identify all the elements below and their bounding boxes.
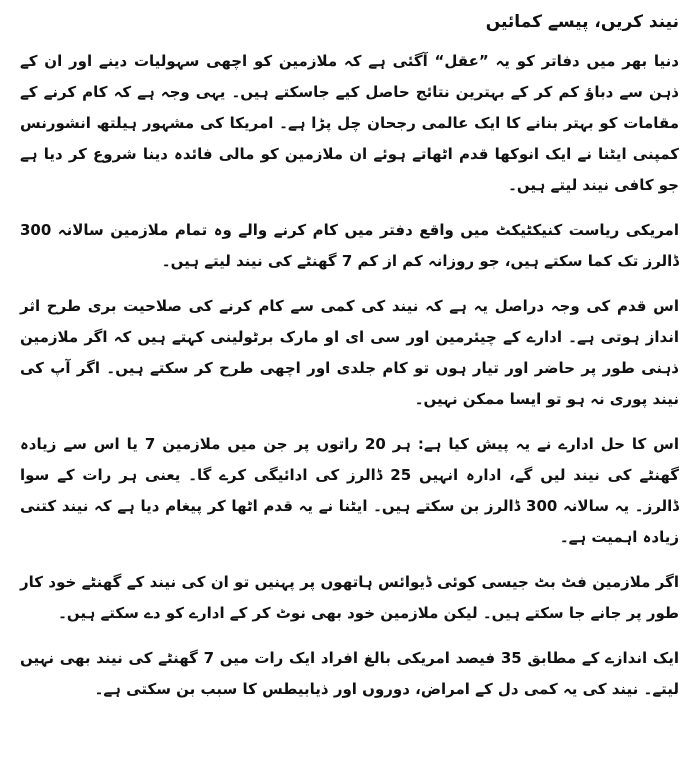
article-paragraph-6: ایک اندازے کے مطابق 35 فیصد امریکی بالغ افراد ایک رات میں 7 گھنٹے کی نیند بھی نہیں لیتے۔ نیند کی یہ کمی دل کے امراض، دوروں اور ذیابیطس کا سبب بن سکتی ہے۔: [20, 649, 679, 698]
article-title: نیند کریں، پیسے کمائیں: [485, 12, 679, 32]
article-paragraph-3: اس قدم کی وجہ دراصل یہ ہے کہ نیند کی کمی سے کام کرنے کی صلاحیت بری طرح اثر انداز ہوتی ہے۔ ادارے کے چیئرمین اور سی ای او مارک برٹولینی کہتے ہیں کہ اگر ملازمین ذہنی طور پر حاضر اور تیار ہوں تو کام جلدی اور اچھی طرح کر سکتے ہیں۔ اگر آپ کی نیند پوری نہ ہو تو ایسا ممکن نہیں۔: [20, 297, 679, 408]
article-paragraph-1: دنیا بھر میں دفاتر کو یہ ”عقل“ آگئی ہے کہ ملازمین کو اچھی سہولیات دینے اور ان کے ذہن سے دباؤ کم کر کے بہترین نتائج حاصل کیے جاسکتے ہیں۔ یہی وجہ ہے کہ کام کرنے کے مقامات کو بہتر بنانے کا ایک عالمی رجحان چل پڑا ہے۔ امریکا کی مشہور ہیلتھ انشورنس کمپنی ایٹنا نے ایک انوکھا قدم اٹھاتے ہوئے ان ملازمین کو مالی فائدہ دینا شروع کر دیا ہے جو کافی نیند لیتے ہیں۔: [20, 52, 679, 194]
article-paragraph-2: امریکی ریاست کنیکٹیکٹ میں واقع دفتر میں کام کرنے والے وہ تمام ملازمین سالانہ 300 ڈالرز تک کما سکتے ہیں، جو روزانہ کم از کم 7 گھنٹے کی نیند لیتے ہیں۔: [20, 221, 679, 270]
article-paragraph-5: اگر ملازمین فٹ بٹ جیسی کوئی ڈیوائس ہاتھوں پر پہنیں تو ان کی نیند کے گھنٹے خود کار طور پر جانے جا سکتے ہیں۔ لیکن ملازمین خود بھی نوٹ کر کے ادارے کو دے سکتے ہیں۔: [20, 573, 679, 622]
article-paragraph-4: اس کا حل ادارے نے یہ پیش کیا ہے: ہر 20 راتوں پر جن میں ملازمین 7 یا اس سے زیادہ گھنٹے کی نیند لیں گے، ادارہ انہیں 25 ڈالرز کی ادائیگی کرے گا۔ یعنی ہر رات کے سوا ڈالرز۔ یہ سالانہ 300 ڈالرز بن سکتے ہیں۔ ایٹنا نے یہ قدم اٹھا کر پیغام دیا ہے کہ نیند کتنی زیادہ اہمیت ہے۔: [20, 435, 680, 546]
